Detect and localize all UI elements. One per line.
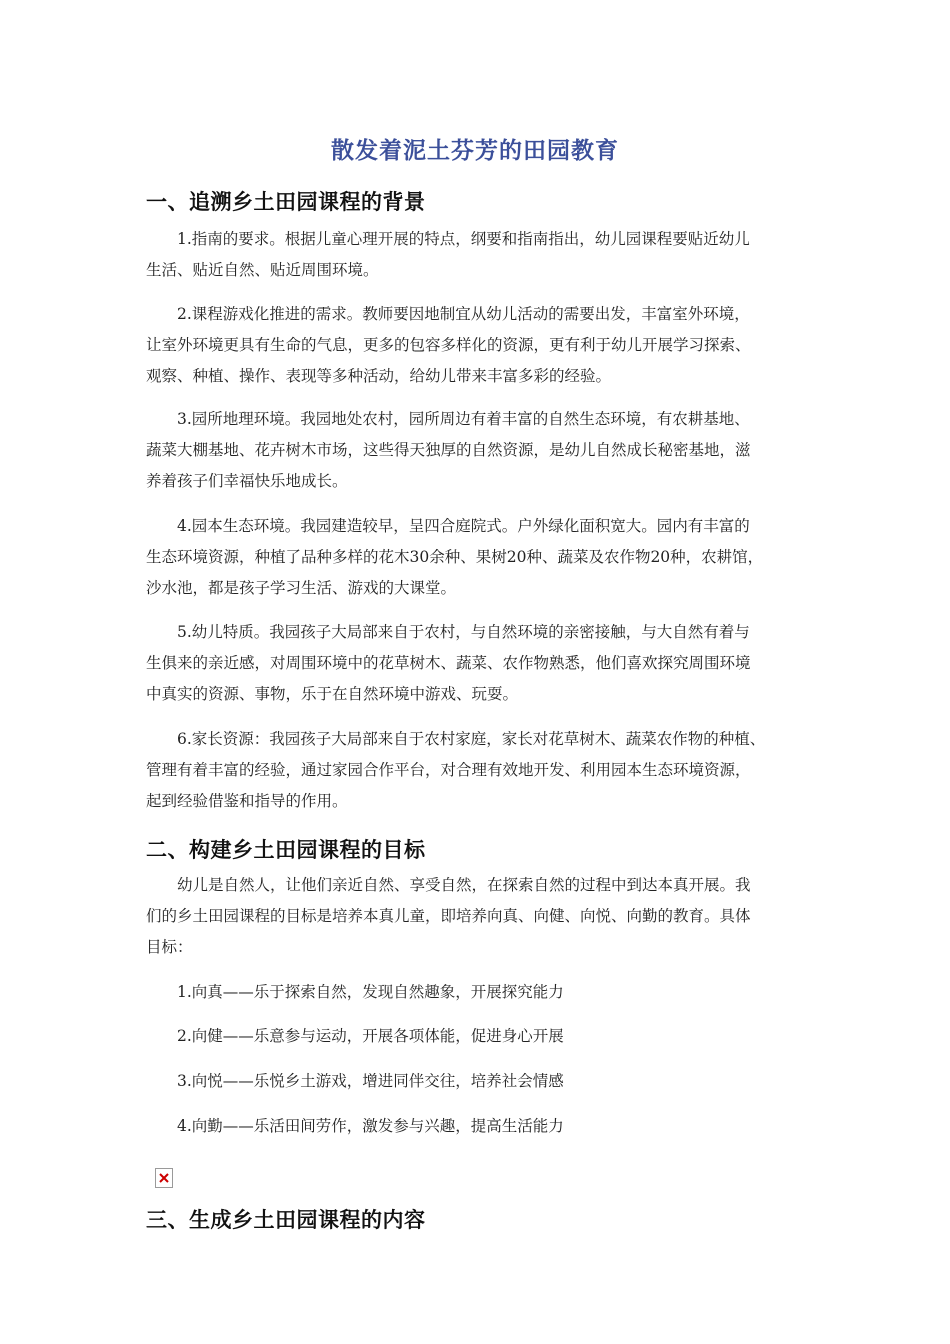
paragraph-line: 让室外环境更具有生命的气息，更多的包容多样化的资源，更有利于幼儿开展学习探索、 bbox=[146, 336, 751, 354]
paragraph-line: 沙水池，都是孩子学习生活、游戏的大课堂。 bbox=[146, 579, 457, 597]
paragraph-line: 4.园本生态环境。我园建造较早，呈四合庭院式。户外绿化面积宽大。园内有丰富的 bbox=[177, 517, 750, 535]
paragraph-parent-resources bbox=[146, 724, 812, 817]
paragraph-line: 幼儿是自然人，让他们亲近自然、享受自然，在探索自然的过程中到达本真开展。我 bbox=[177, 876, 751, 894]
paragraph-ecology bbox=[146, 511, 812, 604]
goal-item: 3.向悦——乐悦乡土游戏，增进同伴交往，培养社会情感 bbox=[177, 1072, 564, 1090]
paragraph-line: 生态环境资源，种植了品种多样的花木30余种、果树20种、蔬菜及农作物20种，农耕馆， bbox=[146, 548, 764, 566]
section-heading-content: 三、生成乡土田园课程的内容 bbox=[146, 1208, 426, 1232]
paragraph-line: 们的乡土田园课程的目标是培养本真儿童，即培养向真、向健、向悦、向勤的教育。具体 bbox=[146, 907, 751, 925]
goal-item: 1.向真——乐于探索自然，发现自然趣象，开展探究能力 bbox=[177, 983, 564, 1001]
paragraph-goals-intro bbox=[146, 870, 812, 963]
paragraph-line: 中真实的资源、事物，乐于在自然环境中游戏、玩耍。 bbox=[146, 685, 519, 703]
paragraph-line: 1.指南的要求。根据儿童心理开展的特点，纲要和指南指出，幼儿园课程要贴近幼儿 bbox=[177, 230, 750, 248]
paragraph-line: 观察、种植、操作、表现等多种活动，给幼儿带来丰富多彩的经验。 bbox=[146, 367, 612, 385]
paragraph-line: 2.课程游戏化推进的需求。教师要因地制宜从幼儿活动的需要出发，丰富室外环境， bbox=[177, 305, 750, 323]
goal-item: 4.向勤——乐活田间劳作，激发参与兴趣，提高生活能力 bbox=[177, 1117, 564, 1135]
paragraph-line: 蔬菜大棚基地、花卉树木市场，这些得天独厚的自然资源，是幼儿自然成长秘密基地，滋 bbox=[146, 441, 751, 459]
paragraph-line: 3.园所地理环境。我园地处农村，园所周边有着丰富的自然生态环境，有农耕基地、 bbox=[177, 410, 750, 428]
section-heading-goals: 二、构建乡土田园课程的目标 bbox=[146, 838, 426, 862]
paragraph-line: 5.幼儿特质。我园孩子大局部来自于农村，与自然环境的亲密接触，与大自然有着与 bbox=[177, 623, 750, 641]
document-title: 散发着泥土芬芳的田园教育 bbox=[331, 138, 619, 164]
paragraph-line: 生俱来的亲近感，对周围环境中的花草树木、蔬菜、农作物熟悉，他们喜欢探究周围环境 bbox=[146, 654, 751, 672]
section-heading-background: 一、追溯乡土田园课程的背景 bbox=[146, 190, 426, 214]
paragraph-guideline-requirement bbox=[146, 224, 812, 286]
paragraph-line: 养着孩子们幸福快乐地成长。 bbox=[146, 472, 348, 490]
broken-image-icon bbox=[155, 1168, 173, 1188]
paragraph-geography bbox=[146, 404, 812, 497]
goal-item: 2.向健——乐意参与运动，开展各项体能，促进身心开展 bbox=[177, 1027, 564, 1045]
paragraph-child-traits bbox=[146, 617, 812, 710]
paragraph-line: 起到经验借鉴和指导的作用。 bbox=[146, 792, 348, 810]
paragraph-gamification-demand bbox=[146, 299, 812, 392]
paragraph-line: 目标： bbox=[146, 938, 193, 956]
paragraph-line: 管理有着丰富的经验，通过家园合作平台，对合理有效地开发、利用园本生态环境资源， bbox=[146, 761, 751, 779]
x-mark-icon bbox=[159, 1173, 169, 1183]
paragraph-line: 生活、贴近自然、贴近周围环境。 bbox=[146, 261, 379, 279]
paragraph-line: 6.家长资源：我园孩子大局部来自于农村家庭，家长对花草树木、蔬菜农作物的种植、 bbox=[177, 730, 766, 748]
